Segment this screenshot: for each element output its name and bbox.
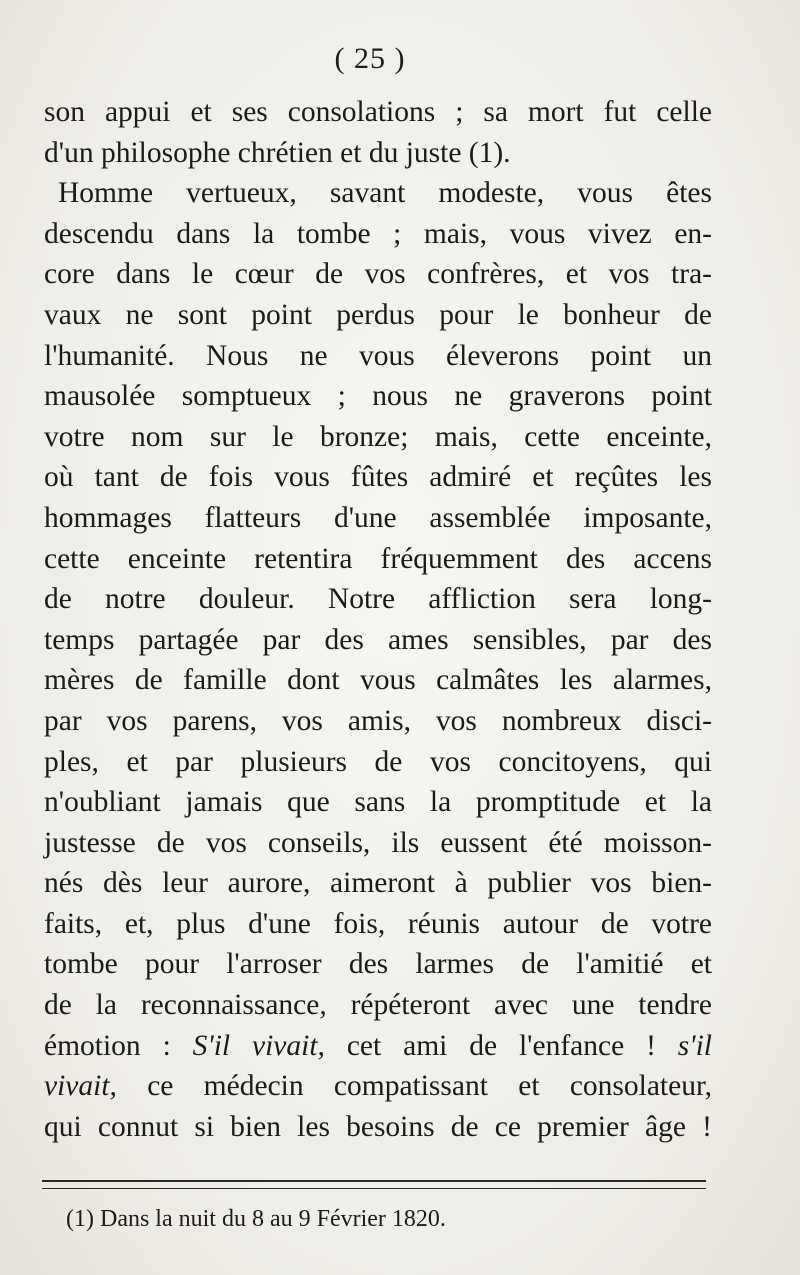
text-line: nés dès leur aurore, aimeront à publier vos bien- [44,867,712,900]
text-fragment: émotion : [44,1029,193,1062]
text-line: justesse de vos conseils, ils eussent été moisson- [44,826,712,859]
paragraph-start-line: Homme vertueux, savant modeste, vous êtes [58,177,712,210]
text-line: tombe pour l'arroser des larmes de l'amitié et [44,948,712,981]
text-line: où tant de fois vous fûtes admiré et reçûtes les [44,461,712,494]
text-line: qui connut si bien les besoins de ce premier âge ! [44,1110,712,1143]
text-line: faits, et, plus d'une fois, réunis autour de votre [44,907,712,940]
text-fragment: ce médecin compatissant et consolateur, [116,1070,712,1103]
text-line: temps partagée par des ames sensibles, par des [44,623,712,656]
text-line: cette enceinte retentira fréquemment des accens [44,542,712,575]
text-line: descendu dans la tombe ; mais, vous vivez en- [44,217,712,250]
text-line: l'humanité. Nous ne vous éleverons point un [44,339,712,372]
text-line: n'oubliant jamais que sans la promptitude et la [44,786,712,819]
text-line-emphasis [44,1066,712,1107]
footnote: (1) Dans la nuit du 8 au 9 Février 1820. [66,1206,446,1232]
text-line: de la reconnaissance, répéteront avec une tendre [44,989,712,1022]
page-number: ( 25 ) [334,42,406,75]
text-line: son appui et ses consolations ; sa mort fut celle [44,96,712,128]
text-line: core dans le cœur de vos confrères, et vos tra- [44,258,712,291]
text-line: de notre douleur. Notre affliction sera long- [44,583,712,616]
text-line: vaux ne sont point perdus pour le bonheur de [44,298,712,331]
text-line: hommages flatteurs d'une assemblée imposante, [44,501,712,534]
italic-quote: S'il vivait, [192,1029,325,1062]
text-line-emphasis [44,1026,712,1067]
text-fragment: cet ami de l'enfance ! [324,1029,678,1062]
italic-quote: vivait, [44,1070,117,1103]
italic-quote: s'il [677,1029,712,1062]
text-line: mères de famille dont vous calmâtes les alarmes, [44,664,712,697]
body-text [44,92,712,1147]
text-line: mausolée somptueux ; nous ne graverons point [44,380,712,413]
text-line: par vos parens, vos amis, vos nombreux disci- [44,704,712,737]
text-line: d'un philosophe chrétien et du juste (1). [44,136,511,169]
footnote-divider-thin [42,1188,706,1189]
footnote-divider [42,1180,706,1182]
text-line: ples, et par plusieurs de vos concitoyens, qui [44,745,712,778]
text-line: votre nom sur le bronze; mais, cette enceinte, [44,420,712,453]
